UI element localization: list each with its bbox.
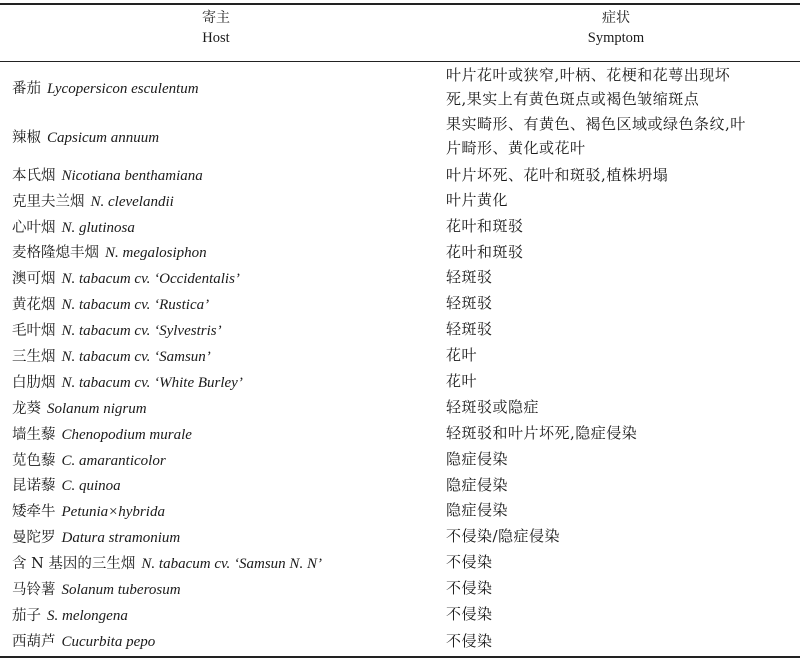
host-header-en: Host: [202, 30, 230, 46]
host-scientific-name: N. tabacum cv. ‘Samsun N. N’: [141, 555, 322, 572]
symptom-text: 轻斑驳: [446, 268, 493, 286]
host-name: [12, 371, 243, 392]
host-name: [12, 241, 207, 262]
host-name: [12, 126, 159, 147]
symptom-text: 隐症侵染: [446, 450, 509, 468]
symptom-cell: [446, 523, 746, 549]
table-row: [0, 239, 800, 264]
host-common-name: 矮牵牛: [12, 503, 56, 520]
symptom-text: 不侵染: [446, 631, 493, 650]
host-cell: [12, 264, 432, 290]
host-common-name: 三生烟: [12, 348, 56, 365]
host-cell: [12, 549, 432, 575]
symptom-cell: [446, 213, 746, 239]
host-common-name: 番茄: [12, 80, 41, 97]
host-scientific-name: Cucurbita pepo: [61, 634, 156, 650]
table-row: [0, 162, 800, 187]
table-row: [0, 264, 800, 290]
host-common-name: 墙生藜: [12, 426, 56, 443]
host-name: [12, 578, 181, 599]
host-cell: [12, 110, 432, 162]
symptom-text: 轻斑驳: [446, 320, 493, 338]
symptom-text: 花叶: [446, 372, 478, 390]
symptom-text: 不侵染: [446, 579, 493, 597]
symptom-cell: [446, 264, 746, 290]
symptom-cell: [446, 575, 746, 601]
host-cell: [12, 64, 432, 110]
host-name: [12, 216, 135, 237]
host-cell: [12, 601, 432, 627]
host-name: [12, 500, 165, 521]
table-row: [0, 290, 800, 316]
host-scientific-name: N. tabacum cv. ‘Sylvestris’: [61, 322, 222, 339]
host-name: [12, 474, 121, 495]
host-scientific-name: N. tabacum cv. ‘Samsun’: [61, 348, 211, 365]
table-row: [0, 472, 800, 497]
host-scientific-name: C. quinoa: [61, 478, 121, 494]
top-rule: [0, 3, 800, 5]
host-cell: [12, 627, 432, 654]
host-common-name: 黄花烟: [12, 296, 56, 313]
table-row: [0, 110, 800, 162]
symptom-text: 叶片黄化: [446, 191, 509, 209]
symptom-header-cn: 症状: [602, 10, 630, 26]
symptom-text: 轻斑驳和叶片坏死,隐症侵染: [446, 424, 638, 442]
table-row: [0, 575, 800, 601]
host-name: [12, 164, 203, 185]
symptom-text: 花叶: [446, 346, 478, 364]
host-header: [0, 8, 432, 48]
symptom-text: 叶片坏死、花叶和斑驳,植株坍塌: [446, 165, 669, 184]
host-common-name: 麦格隆熄丰烟: [12, 245, 99, 261]
table-row: [0, 446, 800, 472]
host-cell: [12, 394, 432, 420]
table-row: [0, 187, 800, 213]
host-cell: [12, 446, 432, 472]
host-name: [12, 397, 147, 418]
host-name: [12, 293, 209, 314]
symptom-text: 叶片花叶或狭窄,叶柄、花梗和花萼出现坏死,果实上有黄色斑点或褐色皱缩斑点: [446, 66, 731, 108]
host-name: [12, 449, 166, 470]
table-row: [0, 601, 800, 627]
host-scientific-name: N. glutinosa: [61, 219, 135, 236]
symptom-text: 花叶和斑驳: [446, 242, 524, 261]
table-row: [0, 627, 800, 654]
host-name: [12, 423, 192, 444]
host-scientific-name: Chenopodium murale: [61, 426, 192, 443]
host-name: [12, 552, 322, 573]
symptom-cell: [446, 627, 746, 654]
symptom-cell: [446, 290, 746, 316]
symptom-cell: [446, 110, 746, 162]
host-cell: [12, 368, 432, 394]
table-row: [0, 342, 800, 368]
host-name: [12, 345, 211, 366]
host-scientific-name: N. tabacum cv. ‘Occidentalis’: [61, 270, 240, 287]
table-row: [0, 213, 800, 239]
symptom-header-en: Symptom: [587, 30, 645, 46]
symptom-text: 轻斑驳或隐症: [446, 398, 540, 416]
host-common-name: 茄子: [12, 607, 41, 624]
host-scientific-name: Petunia×hybrida: [61, 503, 165, 520]
host-common-name: 曼陀罗: [12, 529, 56, 546]
host-common-name: 心叶烟: [12, 219, 56, 236]
host-cell: [12, 239, 432, 264]
header-rule: [0, 61, 800, 62]
table-row: [0, 64, 800, 110]
host-common-name: 克里夫兰烟: [12, 193, 85, 210]
host-scientific-name: Solanum tuberosum: [61, 581, 181, 598]
host-scientific-name: N. tabacum cv. ‘White Burley’: [61, 374, 243, 391]
host-name: [12, 604, 128, 625]
symptom-header: [432, 8, 800, 48]
host-cell: [12, 523, 432, 549]
host-common-name: 西葫芦: [12, 634, 56, 650]
symptom-text: 花叶和斑驳: [446, 217, 524, 235]
host-common-name: 毛叶烟: [12, 322, 56, 339]
host-cell: [12, 162, 432, 187]
host-name: [12, 267, 240, 288]
symptom-cell: [446, 446, 746, 472]
symptom-cell: [446, 472, 746, 497]
symptom-cell: [446, 342, 746, 368]
host-cell: [12, 290, 432, 316]
table-row: [0, 497, 800, 523]
symptom-text: 果实畸形、有黄色、褐色区域或绿色条纹,叶片畸形、黄化或花叶: [446, 115, 746, 157]
symptom-text: 不侵染: [446, 605, 493, 623]
host-common-name: 马铃薯: [12, 581, 56, 598]
host-name: [12, 77, 199, 98]
host-name: [12, 190, 174, 211]
host-cell: [12, 316, 432, 342]
host-common-name: 白肋烟: [12, 374, 56, 391]
symptom-text: 隐症侵染: [446, 501, 509, 519]
symptom-cell: [446, 601, 746, 627]
symptom-cell: [446, 497, 746, 523]
symptom-cell: [446, 239, 746, 264]
host-common-name: 含 N 基因的三生烟: [12, 555, 136, 572]
host-name: [12, 526, 180, 547]
host-scientific-name: Capsicum annuum: [47, 129, 160, 146]
symptom-cell: [446, 64, 746, 110]
host-name: [12, 319, 222, 340]
table-row: [0, 394, 800, 420]
symptom-cell: [446, 420, 746, 446]
host-cell: [12, 497, 432, 523]
host-common-name: 辣椒: [12, 129, 41, 146]
bottom-rule: [0, 656, 800, 658]
symptom-cell: [446, 394, 746, 420]
host-common-name: 澳可烟: [12, 270, 56, 287]
host-scientific-name: N. clevelandii: [90, 193, 174, 210]
host-cell: [12, 342, 432, 368]
host-scientific-name: S. melongena: [47, 607, 128, 624]
symptom-cell: [446, 368, 746, 394]
host-scientific-name: Datura stramonium: [61, 529, 181, 546]
host-scientific-name: Lycopersicon esculentum: [47, 80, 199, 97]
symptom-text: 轻斑驳: [446, 294, 493, 312]
host-scientific-name: Nicotiana benthamiana: [61, 168, 203, 184]
symptom-cell: [446, 162, 746, 187]
symptom-cell: [446, 549, 746, 575]
table-row: [0, 523, 800, 549]
symptom-text: 不侵染/隐症侵染: [446, 527, 561, 545]
symptom-cell: [446, 187, 746, 213]
host-name: [12, 630, 155, 651]
host-common-name: 本氏烟: [12, 168, 56, 184]
host-scientific-name: C. amaranticolor: [61, 452, 166, 469]
host-cell: [12, 213, 432, 239]
host-scientific-name: Solanum nigrum: [47, 400, 147, 417]
host-common-name: 苋色藜: [12, 452, 56, 469]
table-row: [0, 316, 800, 342]
symptom-cell: [446, 316, 746, 342]
host-common-name: 龙葵: [12, 400, 41, 417]
table-row: [0, 368, 800, 394]
table-row: [0, 420, 800, 446]
symptom-text: 隐症侵染: [446, 475, 509, 494]
host-scientific-name: N. tabacum cv. ‘Rustica’: [61, 296, 210, 313]
host-common-name: 昆诺藜: [12, 478, 56, 494]
host-cell: [12, 420, 432, 446]
host-cell: [12, 575, 432, 601]
host-header-cn: 寄主: [202, 10, 230, 26]
host-cell: [12, 472, 432, 497]
host-cell: [12, 187, 432, 213]
symptom-text: 不侵染: [446, 553, 493, 571]
table-row: [0, 549, 800, 575]
host-scientific-name: N. megalosiphon: [105, 245, 207, 261]
